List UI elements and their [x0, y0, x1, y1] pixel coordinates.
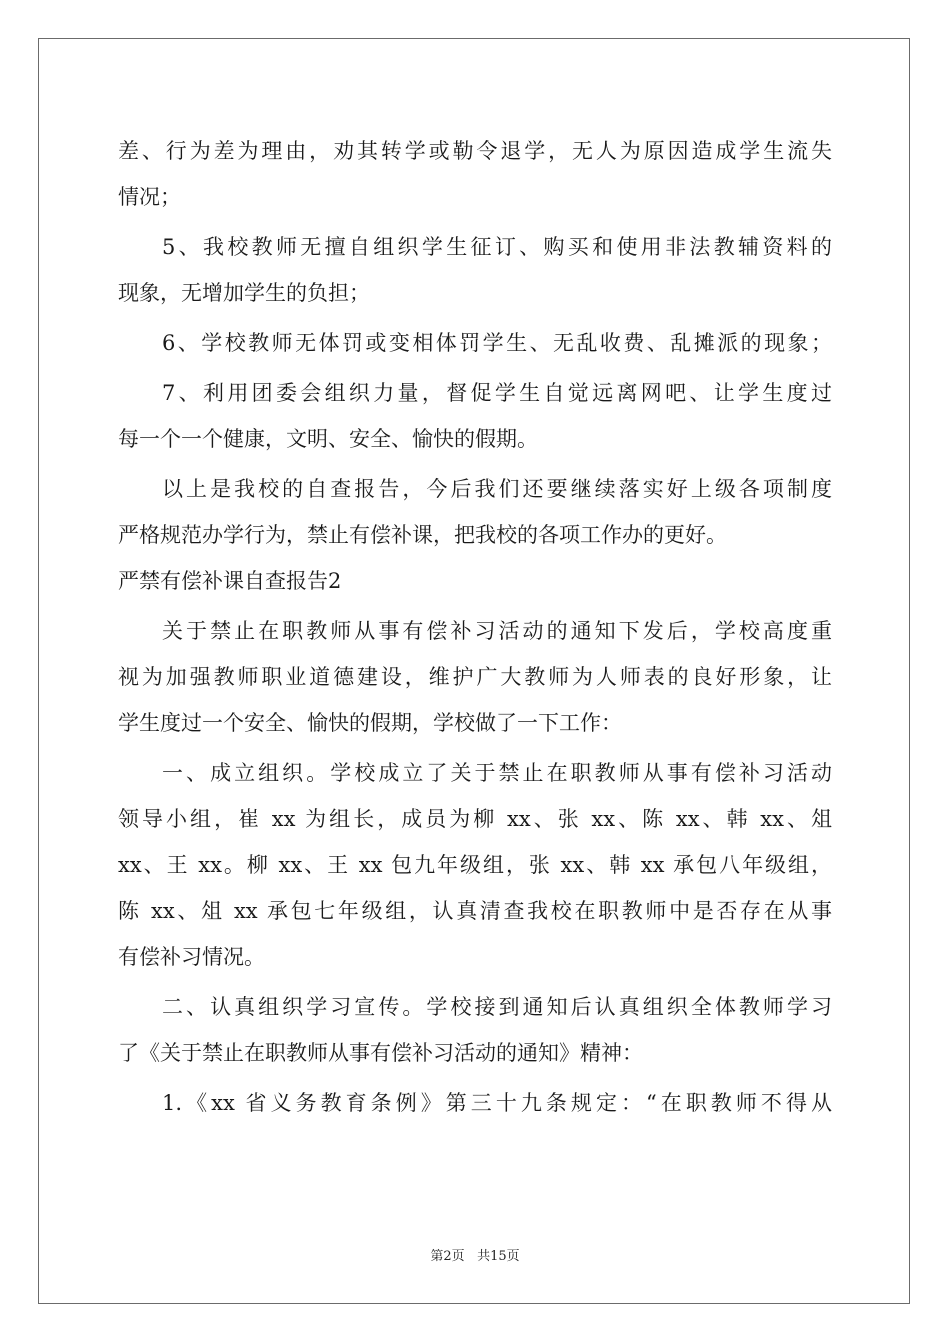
text-line: 学生度过一个安全、愉快的假期，学校做了一下工作： [118, 711, 622, 735]
text-line: 陈 xx、俎 xx 承包七年级组，认真清查我校在职教师中是否存在从事 [118, 899, 832, 923]
text-line: 视为加强教师职业道德建设，维护广大教师为人师表的良好形象，让 [118, 665, 832, 689]
text-line: 现象，无增加学生的负担； [118, 281, 370, 305]
text-line: 二、认真组织学习宣传。学校接到通知后认真组织全体教师学习 [162, 995, 832, 1019]
text-line: 领导小组，崔 xx 为组长，成员为柳 xx、张 xx、陈 xx、韩 xx、俎 [118, 807, 832, 831]
text-line: 以上是我校的自查报告，今后我们还要继续落实好上级各项制度 [162, 477, 832, 501]
text-line: 5、我校教师无擅自组织学生征订、购买和使用非法教辅资料的 [162, 235, 832, 259]
text-line: 一、成立组织。学校成立了关于禁止在职教师从事有偿补习活动 [162, 761, 832, 785]
text-line: 了《关于禁止在职教师从事有偿补习活动的通知》精神： [118, 1041, 643, 1065]
text-line: 关于禁止在职教师从事有偿补习活动的通知下发后，学校高度重 [162, 619, 832, 643]
text-line: 7、利用团委会组织力量，督促学生自觉远离网吧、让学生度过 [162, 381, 832, 405]
text-line: 有偿补习情况。 [118, 945, 265, 969]
document-body [118, 128, 832, 1126]
text-line: 严格规范办学行为，禁止有偿补课，把我校的各项工作办的更好。 [118, 523, 727, 547]
section-heading: 严禁有偿补课自查报告2 [118, 569, 342, 593]
page-total: 共15页 [477, 1249, 520, 1264]
text-line: 差、行为差为理由，劝其转学或勒令退学，无人为原因造成学生流失 [118, 139, 832, 163]
text-line: 6、学校教师无体罚或变相体罚学生、无乱收费、乱摊派的现象； [162, 331, 832, 355]
page-number: 第2页 [430, 1249, 465, 1264]
text-line: 情况； [118, 185, 181, 209]
text-line: xx、王 xx。柳 xx、王 xx 包九年级组，张 xx、韩 xx 承包八年级组， [118, 853, 832, 877]
text-line: 1.《xx 省义务教育条例》第三十九条规定：“在职教师不得从 [162, 1091, 832, 1115]
page-footer [0, 1245, 950, 1264]
text-line: 每一个一个健康，文明、安全、愉快的假期。 [118, 427, 538, 451]
